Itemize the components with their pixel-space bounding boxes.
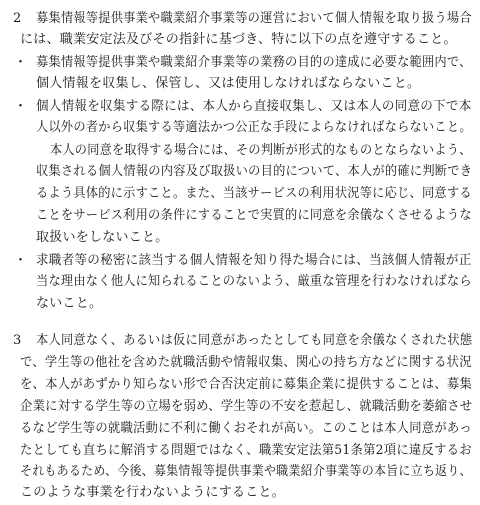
bullet-1-line: 募集情報等提供事業や職業紹介事業等の業務の目的の達成に必要な範囲内で、 xyxy=(36,55,472,70)
bullet-marker: ・ xyxy=(14,55,28,70)
section-2-number: 2 xyxy=(13,11,22,26)
section-3-line: 企業に対する学生等の立場を弱め、学生等の不安を惹起し、就職活動を萎縮させ xyxy=(20,399,473,414)
bullet-2-line: 取扱いをしないこと。 xyxy=(36,230,169,245)
section-3-line: それもあるため、今後、募集情報等提供事業や職業紹介事業等の本旨に立ち返り、 xyxy=(20,464,472,479)
bullet-marker: ・ xyxy=(14,253,28,268)
bullet-1-line: 個人情報を収集し、保管し、又は使用しなければならないこと。 xyxy=(36,76,421,91)
section-3-line: るなど学生等の就職活動に不利に働くおそれが高い。このことは本人同意があっ xyxy=(20,421,472,436)
bullet-2-line: るよう具体的に示すこと。また、当該サービスの利用状況等に応じ、同意する xyxy=(36,186,472,201)
section-2-line: には、職業安定法及びその指針に基づき、特に以下の点を遵守すること。 xyxy=(20,32,457,47)
section-3-number: 3 xyxy=(13,333,22,348)
bullet-3-line: 求職者等の秘密に該当する個人情報を知り得た場合には、当該個人情報が正 xyxy=(36,253,472,268)
bullet-2-line: 本人の同意を取得する場合には、その判断が形式的なものとならないよう、 xyxy=(50,143,472,158)
bullet-2-line: 個人情報を収集する際には、本人から直接収集し、又は本人の同意の下で本 xyxy=(36,99,472,114)
bullet-2-line: 収集される個人情報の内容及び取扱いの目的について、本人が的確に判断でき xyxy=(36,164,473,179)
bullet-3-line: 当な理由なく他人に知られることのないよう、厳重な管理を行わなければなら xyxy=(36,274,472,289)
section-3-line: たとしても直ちに解消する問題ではなく、職業安定法第51条第2項に違反するお xyxy=(20,443,472,458)
bullet-2-line: ことをサービス利用の条件にすることで実質的に同意を余儀なくさせるような xyxy=(36,208,472,223)
bullet-marker: ・ xyxy=(14,99,28,114)
section-2-line: 募集情報等提供事業や職業紹介事業等の運営において個人情報を取り扱う場合 xyxy=(36,11,472,26)
section-3-line: で、学生等の他社を含めた就職活動や情報収集、関心の持ち方などに関する状況 xyxy=(20,355,472,370)
bullet-3-line: ないこと。 xyxy=(36,296,103,311)
section-3-line: このような事業を行わないようにすること。 xyxy=(20,485,286,500)
bullet-2-line: 人以外の者から収集する等適法かつ公正な手段によらなければならないこと。 xyxy=(36,120,472,135)
section-3-line: を、本人があずかり知らない形で合否決定前に募集企業に提供することは、募集 xyxy=(20,377,473,392)
section-3-line: 本人同意なく、あるいは仮に同意があったとしても同意を余儀なくされた状態 xyxy=(36,333,473,348)
